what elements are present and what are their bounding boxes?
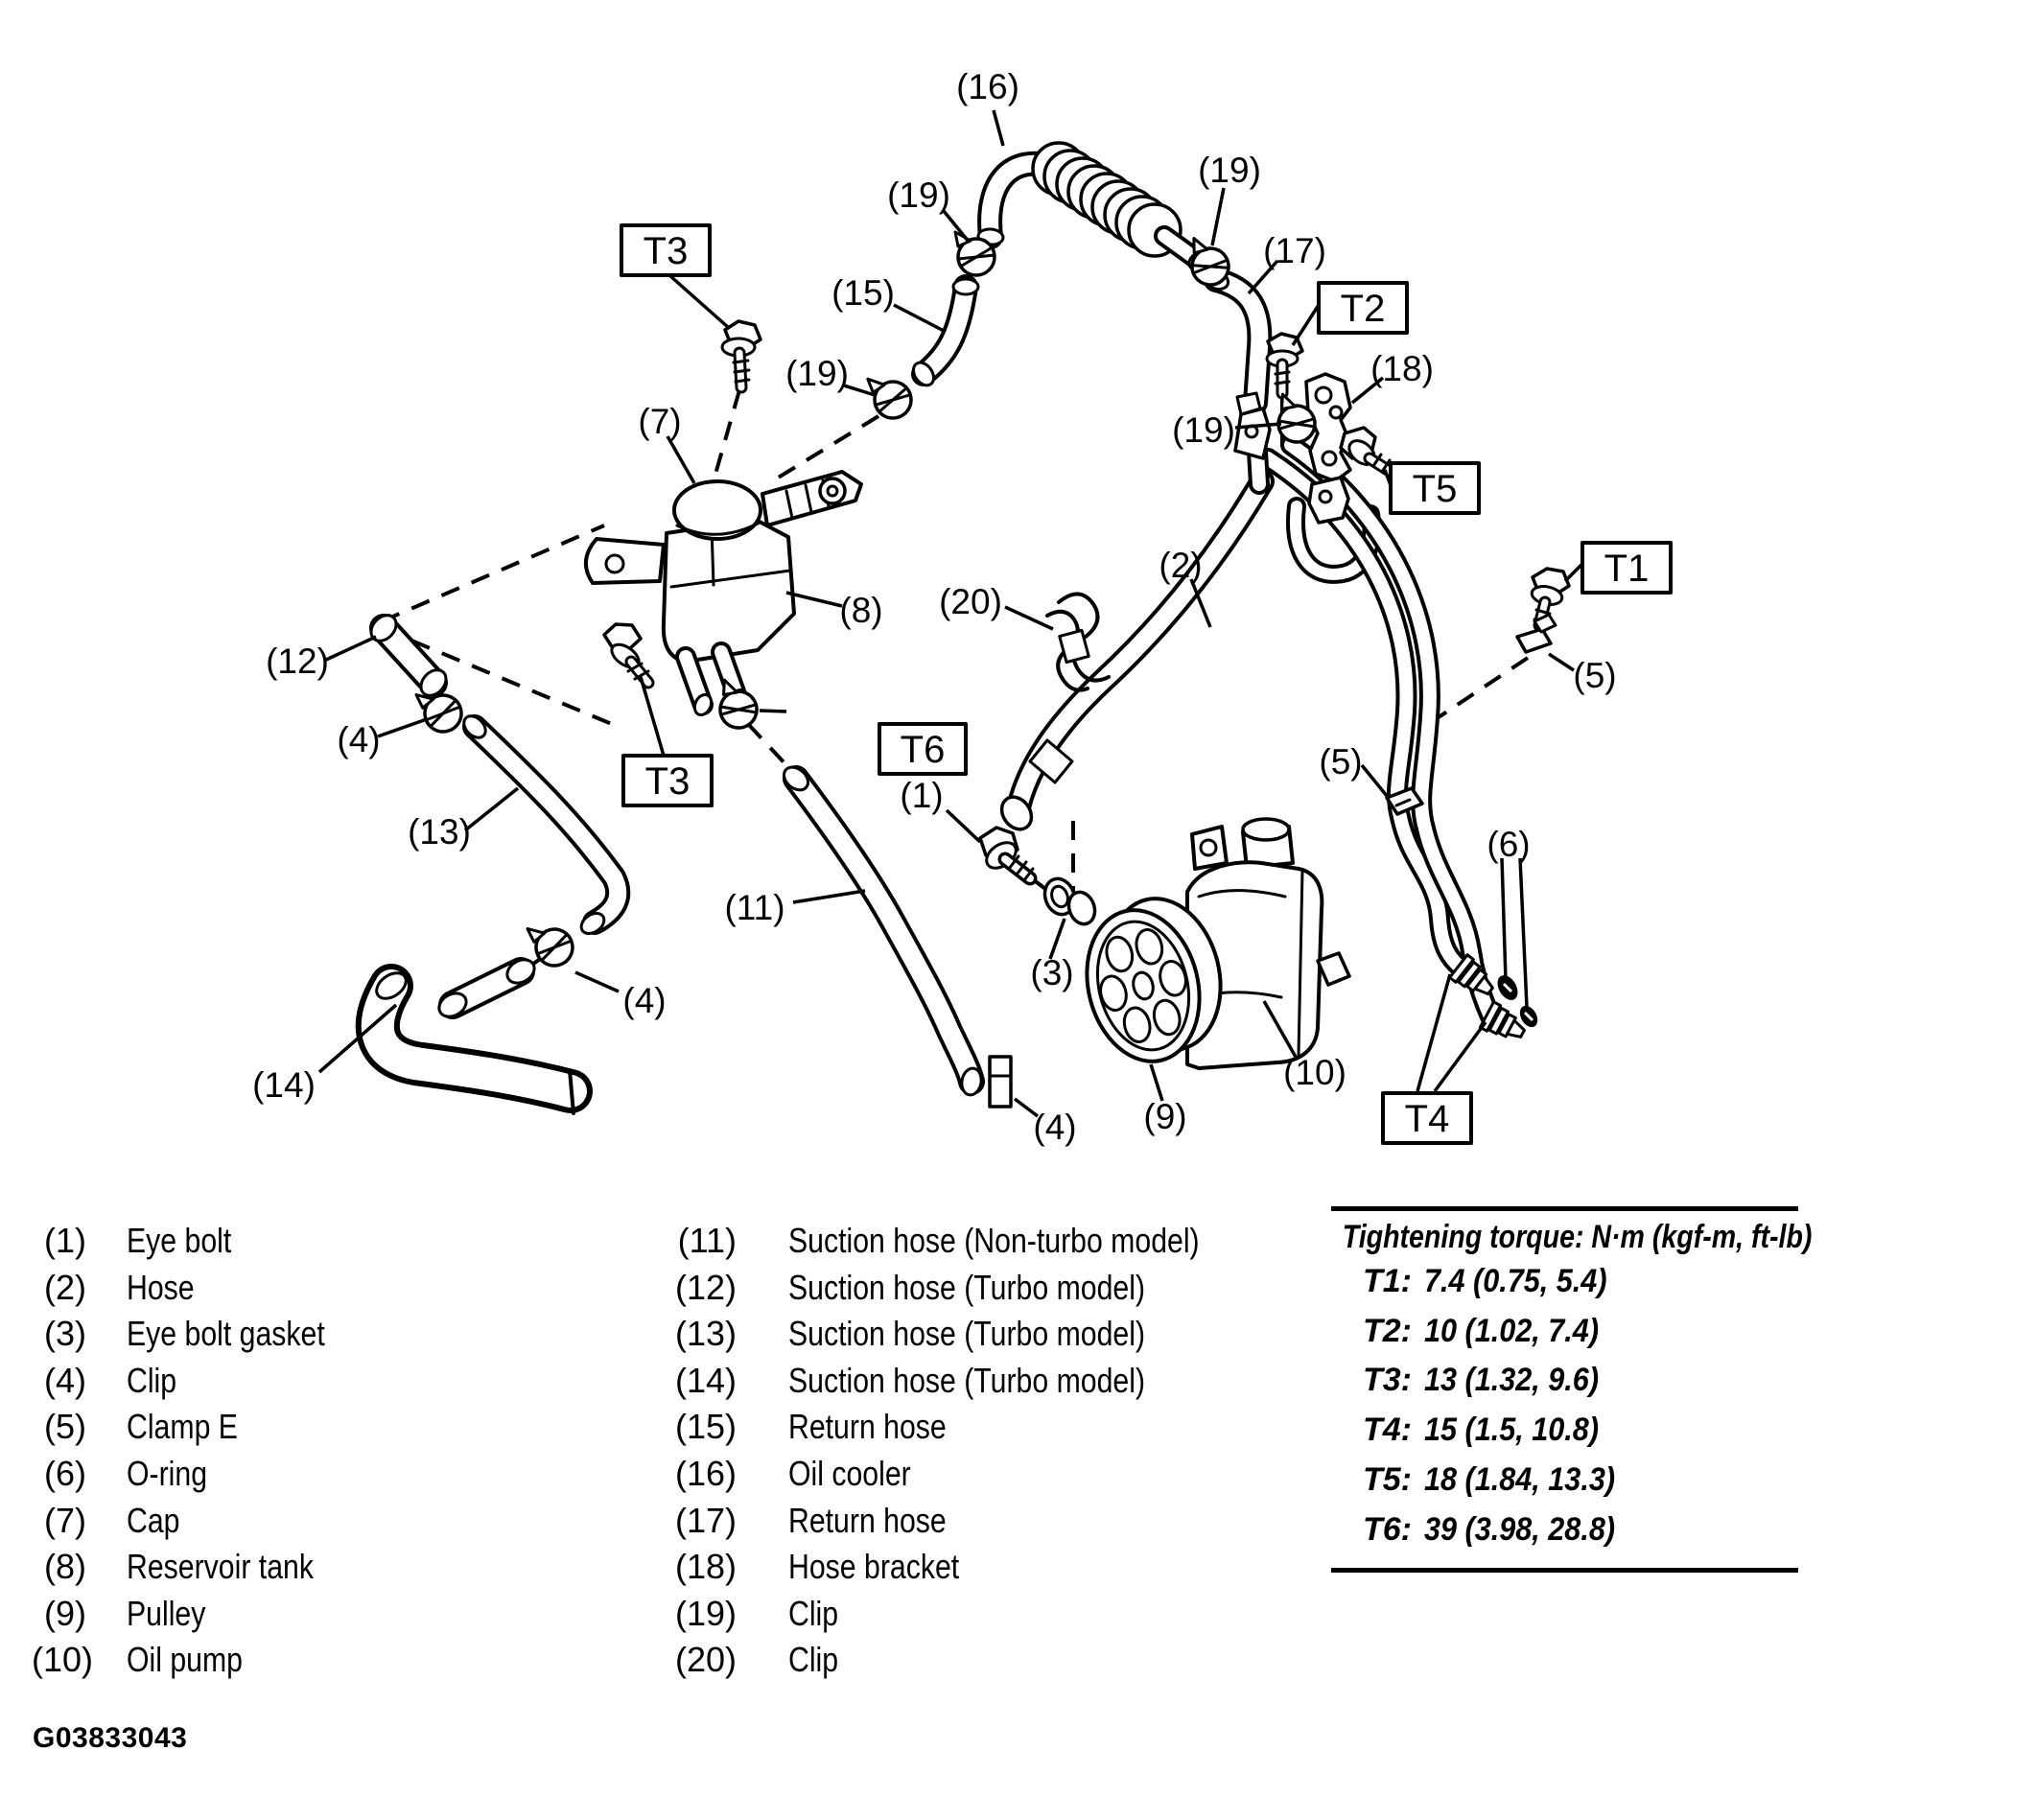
clip-icon xyxy=(868,372,914,421)
torque-row-value: 39 (3.98, 28.8) xyxy=(1424,1510,1616,1548)
torque-box-label: T1 xyxy=(1604,548,1650,590)
callout-14: (14) xyxy=(252,1065,316,1105)
legend-item-number: (2) xyxy=(44,1267,86,1307)
legend-item xyxy=(671,1218,1277,1265)
torque-box-label: T3 xyxy=(644,760,691,803)
callout-1: (1) xyxy=(900,776,944,815)
legend-item-label: Clamp E xyxy=(127,1407,238,1447)
legend-item-label: Return hose xyxy=(788,1500,947,1540)
legend-item xyxy=(32,1544,363,1591)
legend-item xyxy=(671,1498,1277,1545)
callout-11: (11) xyxy=(724,888,785,927)
legend-item-number: (16) xyxy=(674,1453,737,1493)
legend-item-label: Return hose xyxy=(788,1407,947,1447)
legend-item-number: (4) xyxy=(44,1360,86,1400)
callout-10: (10) xyxy=(1283,1053,1346,1092)
torque-row-label: T4: xyxy=(1363,1412,1412,1449)
suction-hose-11-drawing xyxy=(780,762,983,1096)
torque-row xyxy=(1363,1406,1798,1456)
legend-item xyxy=(32,1451,363,1498)
legend-item-number: (19) xyxy=(674,1593,737,1633)
callout-4: (4) xyxy=(1033,1108,1077,1147)
legend-item xyxy=(671,1591,1277,1638)
legend-item-label: Clip xyxy=(788,1640,839,1680)
callout-19: (19) xyxy=(785,354,849,393)
legend-item-number: (8) xyxy=(44,1547,86,1587)
legend-column-right xyxy=(671,1218,1277,1684)
legend-item-label: Eye bolt xyxy=(127,1221,232,1260)
legend-item-number: (17) xyxy=(674,1500,737,1540)
bolt-t3-upper-drawing xyxy=(722,321,761,387)
legend-item-number: (18) xyxy=(674,1547,737,1587)
legend-item xyxy=(32,1358,363,1405)
torque-row-value: 13 (1.32, 9.6) xyxy=(1424,1362,1600,1399)
legend-item-label: Suction hose (Turbo model) xyxy=(788,1314,1146,1354)
torque-box-label: T5 xyxy=(1412,468,1458,510)
suction-hose-12-drawing xyxy=(366,611,452,701)
legend-item-number: (10) xyxy=(32,1640,94,1680)
eye-bolt-drawing xyxy=(980,828,1033,880)
legend-item-number: (13) xyxy=(674,1314,737,1354)
callout-19: (19) xyxy=(887,175,950,215)
legend-item-number: (3) xyxy=(44,1314,86,1354)
legend-item-number: (9) xyxy=(44,1593,86,1633)
torque-box-t5 xyxy=(1391,463,1479,513)
bolt-t3-lower-drawing xyxy=(604,624,648,683)
torque-table-title: Tightening torque: N·m (kgf-m, ft-lb) xyxy=(1342,1219,1813,1255)
torque-box-label: T2 xyxy=(1340,288,1386,330)
torque-table xyxy=(1331,1206,1813,1573)
callout-3: (3) xyxy=(1030,953,1074,992)
legend-item xyxy=(32,1218,363,1265)
torque-row-value: 10 (1.02, 7.4) xyxy=(1424,1312,1600,1349)
callout-20: (20) xyxy=(939,582,1002,621)
callout-4: (4) xyxy=(337,720,381,759)
callout-5: (5) xyxy=(1319,742,1363,782)
legend-item-number: (12) xyxy=(674,1267,737,1307)
callout-16: (16) xyxy=(956,67,1019,106)
suction-hose-13-drawing xyxy=(459,712,618,937)
legend-item-label: Clip xyxy=(788,1593,839,1633)
legend-item-number: (11) xyxy=(677,1221,737,1260)
callout-8: (8) xyxy=(839,591,883,630)
legend-item-label: O-ring xyxy=(127,1453,208,1493)
bolt-t2-drawing xyxy=(1267,334,1302,393)
torque-row xyxy=(1363,1257,1798,1307)
callout-6: (6) xyxy=(1487,825,1531,864)
legend-item-number: (14) xyxy=(674,1360,737,1400)
torque-row xyxy=(1363,1456,1798,1505)
legend-item xyxy=(671,1311,1277,1358)
legend-item-label: Suction hose (Turbo model) xyxy=(788,1267,1146,1307)
callout-15: (15) xyxy=(831,273,895,313)
legend-item-label: Pulley xyxy=(127,1593,206,1633)
callout-19: (19) xyxy=(1198,151,1261,190)
callout-18: (18) xyxy=(1370,349,1434,388)
legend-item xyxy=(671,1265,1277,1312)
callout-17: (17) xyxy=(1263,231,1326,270)
callout-4: (4) xyxy=(622,981,667,1020)
clip-4-rect-drawing xyxy=(990,1057,1011,1107)
legend-item-label: Hose bracket xyxy=(788,1547,960,1587)
torque-row xyxy=(1363,1307,1798,1357)
legend-item-label: Hose xyxy=(127,1267,195,1307)
callout-12: (12) xyxy=(266,642,329,681)
torque-row-label: T2: xyxy=(1363,1312,1412,1349)
legend-item-label: Reservoir tank xyxy=(127,1547,314,1587)
dashed-assembly-lines xyxy=(382,390,1531,967)
callout-19: (19) xyxy=(1172,410,1235,450)
legend-item-label: Oil cooler xyxy=(788,1453,911,1493)
return-hose-15-drawing xyxy=(909,279,978,389)
callout-9: (9) xyxy=(1143,1097,1187,1136)
legend-item-number: (15) xyxy=(674,1407,737,1447)
figure-id: G03833043 xyxy=(33,1722,188,1754)
callout-13: (13) xyxy=(408,812,471,852)
callout-5: (5) xyxy=(1573,656,1617,695)
torque-row-value: 15 (1.5, 10.8) xyxy=(1424,1412,1600,1449)
legend-item-number: (6) xyxy=(44,1453,86,1493)
oil-cooler-drawing xyxy=(977,143,1211,273)
torque-box-t2 xyxy=(1319,283,1407,333)
callout-7: (7) xyxy=(638,402,682,441)
legend-item-number: (20) xyxy=(674,1640,737,1680)
legend-item xyxy=(671,1451,1277,1498)
eye-bolt-gasket-drawing xyxy=(1040,875,1099,927)
legend-item-label: Oil pump xyxy=(127,1640,244,1680)
torque-box-label: T6 xyxy=(900,729,946,771)
torque-row xyxy=(1363,1505,1798,1555)
torque-row-label: T1: xyxy=(1363,1263,1412,1299)
torque-row-value: 18 (1.84, 13.3) xyxy=(1424,1460,1616,1498)
legend-item xyxy=(671,1544,1277,1591)
torque-box-t3-upper xyxy=(621,225,710,275)
legend-item-number: (7) xyxy=(44,1500,86,1540)
legend-item xyxy=(32,1637,363,1684)
torque-row-label: T5: xyxy=(1363,1460,1412,1498)
legend-item xyxy=(32,1404,363,1451)
legend-item xyxy=(32,1591,363,1638)
legend-item xyxy=(671,1404,1277,1451)
legend-item xyxy=(32,1265,363,1312)
torque-row xyxy=(1363,1356,1798,1406)
legend-column-left xyxy=(32,1218,363,1684)
legend-item-label: Cap xyxy=(127,1500,180,1540)
torque-box-t3-lower xyxy=(623,756,712,805)
torque-box-label: T3 xyxy=(643,230,689,272)
short-tube-drawing xyxy=(435,955,539,1021)
legend-item-number: (5) xyxy=(44,1407,86,1447)
legend-item xyxy=(32,1311,363,1358)
legend-item-label: Suction hose (Non-turbo model) xyxy=(788,1221,1200,1260)
hose-2-drawing xyxy=(995,481,1262,835)
legend-item-label: Clip xyxy=(127,1360,177,1400)
legend-item xyxy=(671,1358,1277,1405)
torque-box-label: T4 xyxy=(1404,1098,1450,1140)
torque-box-t4 xyxy=(1383,1093,1471,1143)
legend-item-number: (1) xyxy=(44,1221,86,1260)
torque-box-t6 xyxy=(879,724,966,774)
torque-box-t1 xyxy=(1582,543,1671,593)
torque-row-value: 7.4 (0.75, 5.4) xyxy=(1424,1263,1607,1299)
return-hose-17-drawing xyxy=(1202,268,1270,484)
torque-row-label: T3: xyxy=(1363,1362,1412,1399)
legend-item-label: Suction hose (Turbo model) xyxy=(788,1360,1146,1400)
legend-item xyxy=(32,1498,363,1545)
legend-item xyxy=(671,1637,1277,1684)
legend-item-label: Eye bolt gasket xyxy=(127,1314,325,1354)
torque-row-label: T6: xyxy=(1363,1510,1412,1548)
callout-2: (2) xyxy=(1159,546,1203,585)
